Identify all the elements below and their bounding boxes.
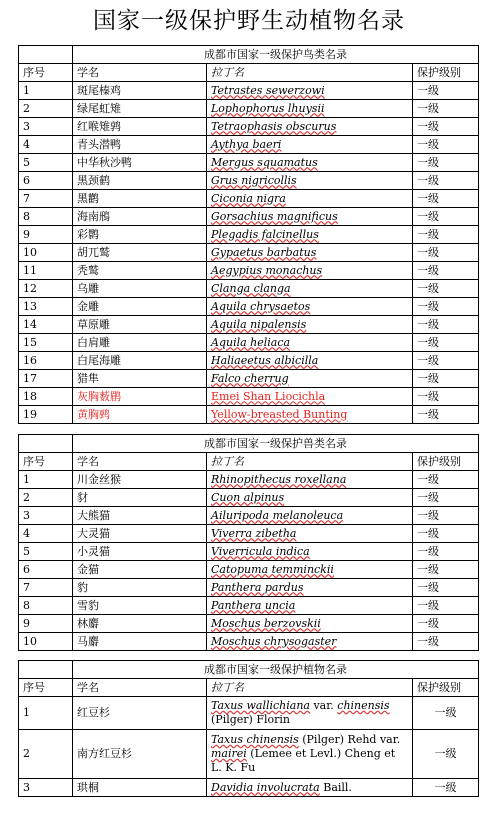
table-caption: 成都市国家一级保护兽类名录 [73, 435, 479, 453]
species-name: 中华秋沙鸭 [73, 154, 207, 172]
protection-level: 一级 [413, 316, 479, 334]
latin-text: Gorsachius magnificus [211, 209, 338, 223]
species-name: 红喉雉鹑 [73, 118, 207, 136]
latin-name [207, 208, 413, 226]
beasts-table [18, 434, 479, 651]
latin-text: Aquila chrysaetos [211, 299, 311, 313]
latin-name [207, 226, 413, 244]
species-name: 黄胸鹀 [73, 406, 207, 424]
latin-text: Viverra zibetha [211, 526, 297, 540]
species-name: 海南鳽 [73, 208, 207, 226]
latin-name [207, 136, 413, 154]
latin-name [207, 471, 413, 489]
protection-level: 一级 [413, 779, 479, 797]
table-caption-row [19, 46, 479, 64]
latin-rank: (Pilger) Rehd var. [298, 733, 401, 746]
table-row [19, 507, 479, 525]
protection-level: 一级 [413, 334, 479, 352]
species-name: 小灵猫 [73, 543, 207, 561]
row-number: 17 [19, 370, 73, 388]
table-row [19, 489, 479, 507]
protection-level: 一级 [413, 352, 479, 370]
header-level: 保护级别 [413, 679, 479, 697]
row-number: 18 [19, 388, 73, 406]
latin-genus-species: Taxus chinensis [211, 733, 299, 746]
birds-table [18, 45, 479, 424]
latin-text: Clanga clanga [211, 281, 291, 295]
table-row [19, 597, 479, 615]
row-number: 10 [19, 633, 73, 651]
species-name: 彩鹮 [73, 226, 207, 244]
latin-name [207, 118, 413, 136]
protection-level: 一级 [413, 697, 479, 730]
table-row [19, 118, 479, 136]
table-row [19, 579, 479, 597]
row-number: 5 [19, 543, 73, 561]
row-number: 7 [19, 579, 73, 597]
table-row [19, 730, 479, 779]
latin-text: Yellow-breasted Bunting [211, 407, 348, 421]
row-number: 16 [19, 352, 73, 370]
row-number: 2 [19, 730, 73, 779]
latin-name [207, 316, 413, 334]
protection-level: 一级 [413, 543, 479, 561]
latin-text: Aythya baeri [211, 137, 282, 151]
protection-level: 一级 [413, 298, 479, 316]
species-name: 绿尾虹雉 [73, 100, 207, 118]
table-header-row [19, 64, 479, 82]
table-row [19, 298, 479, 316]
species-name: 林麝 [73, 615, 207, 633]
species-name: 南方红豆杉 [73, 730, 207, 779]
table-row [19, 316, 479, 334]
species-name: 斑尾榛鸡 [73, 82, 207, 100]
row-number: 1 [19, 471, 73, 489]
species-name: 马麝 [73, 633, 207, 651]
table-row [19, 406, 479, 424]
species-name: 草原雕 [73, 316, 207, 334]
page-title: 国家一级保护野生动植物名录 [93, 8, 405, 34]
blank-cell [19, 46, 73, 64]
latin-text: Lophophorus lhuysii [211, 101, 325, 115]
species-name: 黑鹳 [73, 190, 207, 208]
species-name: 大灵猫 [73, 525, 207, 543]
protection-level: 一级 [413, 100, 479, 118]
species-name: 黑颈鹤 [73, 172, 207, 190]
protection-level: 一级 [413, 172, 479, 190]
latin-name [207, 82, 413, 100]
latin-name [207, 543, 413, 561]
table-row [19, 136, 479, 154]
latin-text: Aquila heliaca [211, 335, 291, 349]
latin-text: Moschus chrysogaster [211, 634, 337, 648]
latin-text: Mergus squamatus [211, 155, 318, 169]
latin-name [207, 172, 413, 190]
latin-text: Grus nigricollis [211, 173, 297, 187]
latin-name [207, 262, 413, 280]
row-number: 13 [19, 298, 73, 316]
header-num: 序号 [19, 64, 73, 82]
species-name: 红豆杉 [73, 697, 207, 730]
species-name: 金猫 [73, 561, 207, 579]
species-name: 白肩雕 [73, 334, 207, 352]
protection-level: 一级 [413, 136, 479, 154]
header-level: 保护级别 [413, 453, 479, 471]
table-row [19, 154, 479, 172]
latin-name [207, 561, 413, 579]
latin-text: Emei Shan Liocichla [211, 389, 326, 403]
table-row [19, 697, 479, 730]
latin-name [207, 280, 413, 298]
row-number: 5 [19, 154, 73, 172]
latin-text: Panthera pardus [211, 580, 304, 594]
latin-text: Viverricula indica [211, 544, 310, 558]
species-name: 白尾海雕 [73, 352, 207, 370]
protection-level: 一级 [413, 561, 479, 579]
latin-rank: var. [309, 699, 338, 712]
blank-cell [19, 435, 73, 453]
blank-cell [19, 661, 73, 679]
latin-name [207, 370, 413, 388]
protection-level: 一级 [413, 489, 479, 507]
species-name: 青头潜鸭 [73, 136, 207, 154]
row-number: 8 [19, 597, 73, 615]
species-name: 乌雕 [73, 280, 207, 298]
table-row [19, 244, 479, 262]
table-caption: 成都市国家一级保护植物名录 [73, 661, 479, 679]
protection-level: 一级 [413, 388, 479, 406]
protection-level: 一级 [413, 579, 479, 597]
latin-text: Haliaeetus albicilla [211, 353, 319, 367]
row-number: 7 [19, 190, 73, 208]
row-number: 15 [19, 334, 73, 352]
latin-name [207, 298, 413, 316]
latin-variety: chinensis [337, 699, 390, 712]
table-row [19, 262, 479, 280]
protection-level: 一级 [413, 525, 479, 543]
header-name: 学名 [73, 453, 207, 471]
row-number: 12 [19, 280, 73, 298]
table-row [19, 633, 479, 651]
latin-name [207, 633, 413, 651]
row-number: 4 [19, 136, 73, 154]
protection-level: 一级 [413, 507, 479, 525]
row-number: 1 [19, 82, 73, 100]
latin-author: (Pilger) Florin [211, 713, 290, 726]
latin-text: Plegadis falcinellus [211, 227, 319, 241]
latin-name [207, 779, 413, 797]
latin-text: Catopuma temminckii [211, 562, 334, 576]
latin-text: Cuon alpinus [211, 490, 285, 504]
protection-level: 一级 [413, 597, 479, 615]
header-level: 保护级别 [413, 64, 479, 82]
header-name: 学名 [73, 64, 207, 82]
protection-level: 一级 [413, 244, 479, 262]
latin-name [207, 697, 413, 730]
header-name: 学名 [73, 679, 207, 697]
protection-level: 一级 [413, 262, 479, 280]
species-name: 猎隼 [73, 370, 207, 388]
table-header-row [19, 679, 479, 697]
table-row [19, 543, 479, 561]
latin-name [207, 489, 413, 507]
protection-level: 一级 [413, 471, 479, 489]
row-number: 9 [19, 615, 73, 633]
row-number: 9 [19, 226, 73, 244]
table-row [19, 370, 479, 388]
header-latin: 拉丁名 [207, 453, 413, 471]
protection-level: 一级 [413, 118, 479, 136]
table-caption-row [19, 661, 479, 679]
latin-name [207, 154, 413, 172]
species-name: 灰胸薮鹛 [73, 388, 207, 406]
latin-text: Ailuripoda melanoleuca [211, 508, 344, 522]
latin-name [207, 579, 413, 597]
protection-level: 一级 [413, 208, 479, 226]
row-number: 6 [19, 561, 73, 579]
header-num: 序号 [19, 679, 73, 697]
latin-text: Gypaetus barbatus [211, 245, 317, 259]
table-row [19, 226, 479, 244]
row-number: 2 [19, 489, 73, 507]
latin-text: Aegypius monachus [211, 263, 323, 277]
row-number: 2 [19, 100, 73, 118]
latin-name [207, 100, 413, 118]
table-row [19, 82, 479, 100]
latin-variety: mairei [211, 747, 247, 760]
species-name: 豹 [73, 579, 207, 597]
table-row [19, 471, 479, 489]
latin-genus-species: Davidia involucrata [211, 780, 320, 794]
protection-level: 一级 [413, 615, 479, 633]
species-name: 雪豹 [73, 597, 207, 615]
table-row [19, 525, 479, 543]
table-row [19, 100, 479, 118]
table-row [19, 334, 479, 352]
header-latin: 拉丁名 [207, 64, 413, 82]
table-row [19, 190, 479, 208]
species-name: 豺 [73, 489, 207, 507]
table-row [19, 388, 479, 406]
species-name: 川金丝猴 [73, 471, 207, 489]
protection-level: 一级 [413, 154, 479, 172]
protection-level: 一级 [413, 406, 479, 424]
table-caption-row [19, 435, 479, 453]
latin-author: (Lemee et Levl.) Cheng et L. K. Fu [211, 747, 396, 774]
species-name: 胡兀鹫 [73, 244, 207, 262]
row-number: 14 [19, 316, 73, 334]
table-caption: 成都市国家一级保护鸟类名录 [73, 46, 479, 64]
table-row [19, 280, 479, 298]
protection-level: 一级 [413, 370, 479, 388]
row-number: 1 [19, 697, 73, 730]
species-name: 大熊猫 [73, 507, 207, 525]
row-number: 11 [19, 262, 73, 280]
table-row [19, 561, 479, 579]
latin-name [207, 615, 413, 633]
table-row [19, 208, 479, 226]
protection-level: 一级 [413, 633, 479, 651]
latin-rank: Baill. [319, 780, 352, 794]
plants-table [18, 660, 479, 797]
latin-text: Tetraophasis obscurus [211, 119, 337, 133]
latin-genus-species: Taxus wallichiana [211, 699, 310, 712]
row-number: 3 [19, 118, 73, 136]
species-name: 珙桐 [73, 779, 207, 797]
latin-name [207, 190, 413, 208]
table-row [19, 172, 479, 190]
header-num: 序号 [19, 453, 73, 471]
row-number: 8 [19, 208, 73, 226]
latin-name [207, 730, 413, 779]
table-row [19, 615, 479, 633]
row-number: 10 [19, 244, 73, 262]
protection-level: 一级 [413, 190, 479, 208]
header-latin: 拉丁名 [207, 679, 413, 697]
species-name: 秃鹫 [73, 262, 207, 280]
latin-text: Aquila nipalensis [211, 317, 307, 331]
table-header-row [19, 453, 479, 471]
latin-text: Moschus berzovskii [211, 616, 321, 630]
protection-level: 一级 [413, 730, 479, 779]
latin-name [207, 597, 413, 615]
row-number: 3 [19, 779, 73, 797]
row-number: 4 [19, 525, 73, 543]
row-number: 19 [19, 406, 73, 424]
species-name: 金雕 [73, 298, 207, 316]
protection-level: 一级 [413, 82, 479, 100]
latin-name [207, 525, 413, 543]
table-row [19, 779, 479, 797]
latin-text: Falco cherrug [211, 371, 289, 385]
protection-level: 一级 [413, 280, 479, 298]
table-row [19, 352, 479, 370]
latin-text: Ciconia nigra [211, 191, 286, 205]
latin-text: Rhinopithecus roxellana [211, 472, 347, 486]
latin-text: Tetrastes sewerzowi [211, 83, 325, 97]
latin-name [207, 507, 413, 525]
latin-name [207, 406, 413, 424]
latin-text: Panthera uncia [211, 598, 296, 612]
latin-name [207, 352, 413, 370]
latin-name [207, 388, 413, 406]
protection-level: 一级 [413, 226, 479, 244]
latin-name [207, 244, 413, 262]
row-number: 3 [19, 507, 73, 525]
row-number: 6 [19, 172, 73, 190]
latin-name [207, 334, 413, 352]
